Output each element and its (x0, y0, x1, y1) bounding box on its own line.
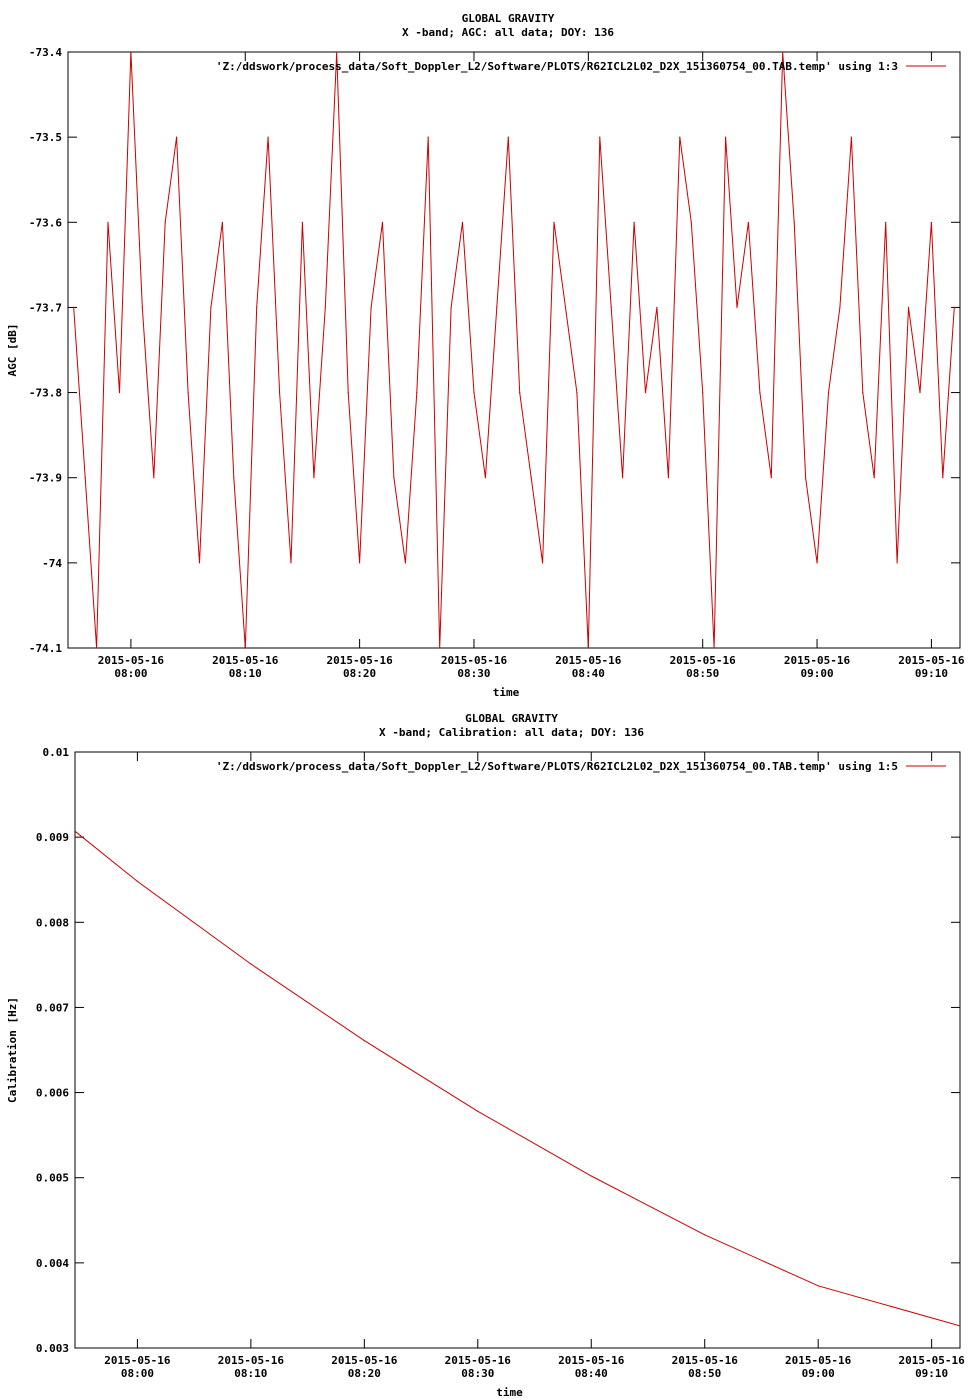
plot-frame (75, 752, 960, 1348)
data-point (176, 137, 177, 138)
data-point (473, 392, 474, 393)
data-point (451, 307, 452, 308)
x-tick-time-label: 08:30 (461, 1367, 495, 1380)
data-point (818, 1285, 819, 1286)
y-tick-label: 0.009 (35, 831, 69, 845)
data-point (828, 392, 829, 393)
data-point (759, 392, 760, 393)
x-tick-time-label: 09:10 (915, 1367, 949, 1380)
data-point (393, 477, 394, 478)
data-point (85, 477, 86, 478)
data-point (645, 392, 646, 393)
x-tick-date-label: 2015-05-16 (217, 1354, 284, 1367)
data-point (908, 307, 909, 308)
x-tick-time-label: 08:20 (343, 667, 377, 680)
data-point (210, 307, 211, 308)
data-point (364, 1040, 365, 1041)
data-point (325, 307, 326, 308)
y-tick-label: -73.5 (28, 131, 62, 145)
data-point (188, 392, 189, 393)
data-point (405, 562, 406, 563)
data-point (565, 307, 566, 308)
y-tick-label: -74.1 (28, 642, 62, 655)
x-tick-date-label: 2015-05-16 (104, 1354, 171, 1367)
x-tick-time-label: 08:50 (686, 667, 720, 680)
x-tick-date-label: 2015-05-16 (671, 1354, 738, 1367)
data-point (862, 392, 863, 393)
y-tick-label: -73.8 (28, 386, 62, 400)
y-axis-label: AGC [dB] (6, 323, 19, 377)
data-point (73, 307, 74, 308)
data-point (477, 1111, 478, 1112)
data-point (279, 392, 280, 393)
data-point (851, 137, 852, 138)
data-point (153, 477, 154, 478)
data-point (942, 477, 943, 478)
data-point (771, 477, 772, 478)
data-point (137, 881, 138, 882)
x-tick-date-label: 2015-05-16 (785, 1354, 852, 1367)
x-tick-date-label: 2015-05-16 (326, 654, 393, 667)
data-point (256, 307, 257, 308)
y-tick-label: 0.008 (35, 916, 69, 930)
x-tick-date-label: 2015-05-16 (558, 1354, 625, 1367)
data-point (107, 222, 108, 223)
data-point (348, 392, 349, 393)
x-tick-time-label: 09:10 (914, 667, 948, 680)
plot-frame (68, 52, 960, 648)
data-point (119, 392, 120, 393)
data-point (576, 392, 577, 393)
data-point (591, 1175, 592, 1176)
x-tick-date-label: 2015-05-16 (444, 1354, 511, 1367)
x-tick-date-label: 2015-05-16 (212, 654, 279, 667)
y-tick-label: 0.006 (35, 1086, 69, 1100)
data-point (817, 562, 818, 563)
x-tick-time-label: 08:00 (114, 667, 148, 680)
y-tick-label: 0.003 (35, 1342, 69, 1355)
data-point (748, 222, 749, 223)
data-point (702, 392, 703, 393)
x-tick-time-label: 09:00 (800, 667, 834, 680)
data-point (531, 477, 532, 478)
data-point (428, 137, 429, 138)
legend-label: 'Z:/ddswork/process_data/Soft_Doppler_L2/Software/PLOTS/R62ICL2L02_D2X_151360754_00.TAB.temp' using 1:5 (215, 760, 898, 773)
x-tick-date-label: 2015-05-16 (898, 1354, 965, 1367)
y-tick-label: -73.6 (28, 216, 62, 230)
y-tick-label: 0.01 (42, 746, 69, 759)
y-tick-label: -73.7 (28, 301, 62, 315)
data-point (622, 477, 623, 478)
chart-title: GLOBAL GRAVITY (465, 712, 558, 725)
y-tick-label: 0.005 (35, 1171, 69, 1185)
data-point (519, 392, 520, 393)
data-point (874, 477, 875, 478)
data-point (302, 222, 303, 223)
y-tick-label: 0.004 (35, 1256, 69, 1270)
data-point (462, 222, 463, 223)
x-tick-time-label: 08:20 (347, 1367, 381, 1380)
x-tick-date-label: 2015-05-16 (555, 654, 622, 667)
data-point (704, 1234, 705, 1235)
data-point (668, 477, 669, 478)
data-point (656, 307, 657, 308)
x-tick-date-label: 2015-05-16 (669, 654, 736, 667)
legend-label: 'Z:/ddswork/process_data/Soft_Doppler_L2/Software/PLOTS/R62ICL2L02_D2X_151360754_00.TAB.temp' using 1:3 (215, 60, 898, 73)
data-point (839, 307, 840, 308)
data-point (142, 307, 143, 308)
data-point (371, 307, 372, 308)
data-point (382, 222, 383, 223)
chart-subtitle: X -band; Calibration: all data; DOY: 136 (379, 726, 644, 739)
data-point (885, 222, 886, 223)
x-tick-date-label: 2015-05-16 (97, 654, 165, 667)
x-axis-label: time (496, 1386, 523, 1399)
data-point (634, 222, 635, 223)
data-point (485, 477, 486, 478)
data-point (233, 477, 234, 478)
y-axis-label: Calibration [Hz] (6, 997, 19, 1103)
x-tick-time-label: 09:00 (801, 1367, 835, 1380)
x-tick-date-label: 2015-05-16 (898, 654, 965, 667)
data-point (794, 222, 795, 223)
x-axis-label: time (492, 686, 520, 699)
data-point (954, 307, 955, 308)
data-point (290, 562, 291, 563)
x-tick-time-label: 08:30 (457, 667, 491, 680)
data-point (611, 307, 612, 308)
data-point (897, 562, 898, 563)
series-line (74, 52, 955, 648)
data-point (416, 392, 417, 393)
data-point (313, 477, 314, 478)
data-point (736, 307, 737, 308)
x-tick-date-label: 2015-05-16 (783, 654, 851, 667)
data-point (250, 963, 251, 964)
x-tick-time-label: 08:50 (688, 1367, 722, 1380)
x-tick-time-label: 08:10 (234, 1367, 268, 1380)
y-tick-label: -73.9 (28, 471, 62, 485)
chart-panel-2 (6, 712, 965, 1399)
data-point (268, 137, 269, 138)
data-point (931, 222, 932, 223)
data-point (222, 222, 223, 223)
data-point (725, 137, 726, 138)
y-tick-label: -74 (42, 556, 62, 570)
x-tick-time-label: 08:40 (574, 1367, 608, 1380)
y-tick-label: -73.4 (28, 46, 62, 59)
x-tick-time-label: 08:40 (571, 667, 605, 680)
x-tick-date-label: 2015-05-16 (440, 654, 508, 667)
series-line (75, 831, 960, 1326)
data-point (919, 392, 920, 393)
data-point (199, 562, 200, 563)
chart-subtitle: X -band; AGC: all data; DOY: 136 (402, 26, 614, 39)
x-tick-time-label: 08:00 (120, 1367, 154, 1380)
data-point (496, 307, 497, 308)
x-tick-date-label: 2015-05-16 (331, 1354, 398, 1367)
chart-title: GLOBAL GRAVITY (461, 12, 555, 25)
data-point (359, 562, 360, 563)
data-point (691, 222, 692, 223)
data-point (805, 477, 806, 478)
data-point (542, 562, 543, 563)
data-point (599, 137, 600, 138)
x-tick-time-label: 08:10 (228, 667, 262, 680)
data-point (508, 137, 509, 138)
data-point (553, 222, 554, 223)
y-tick-label: 0.007 (35, 1001, 69, 1015)
chart-panel-1 (6, 12, 965, 699)
data-point (165, 222, 166, 223)
data-point (679, 137, 680, 138)
